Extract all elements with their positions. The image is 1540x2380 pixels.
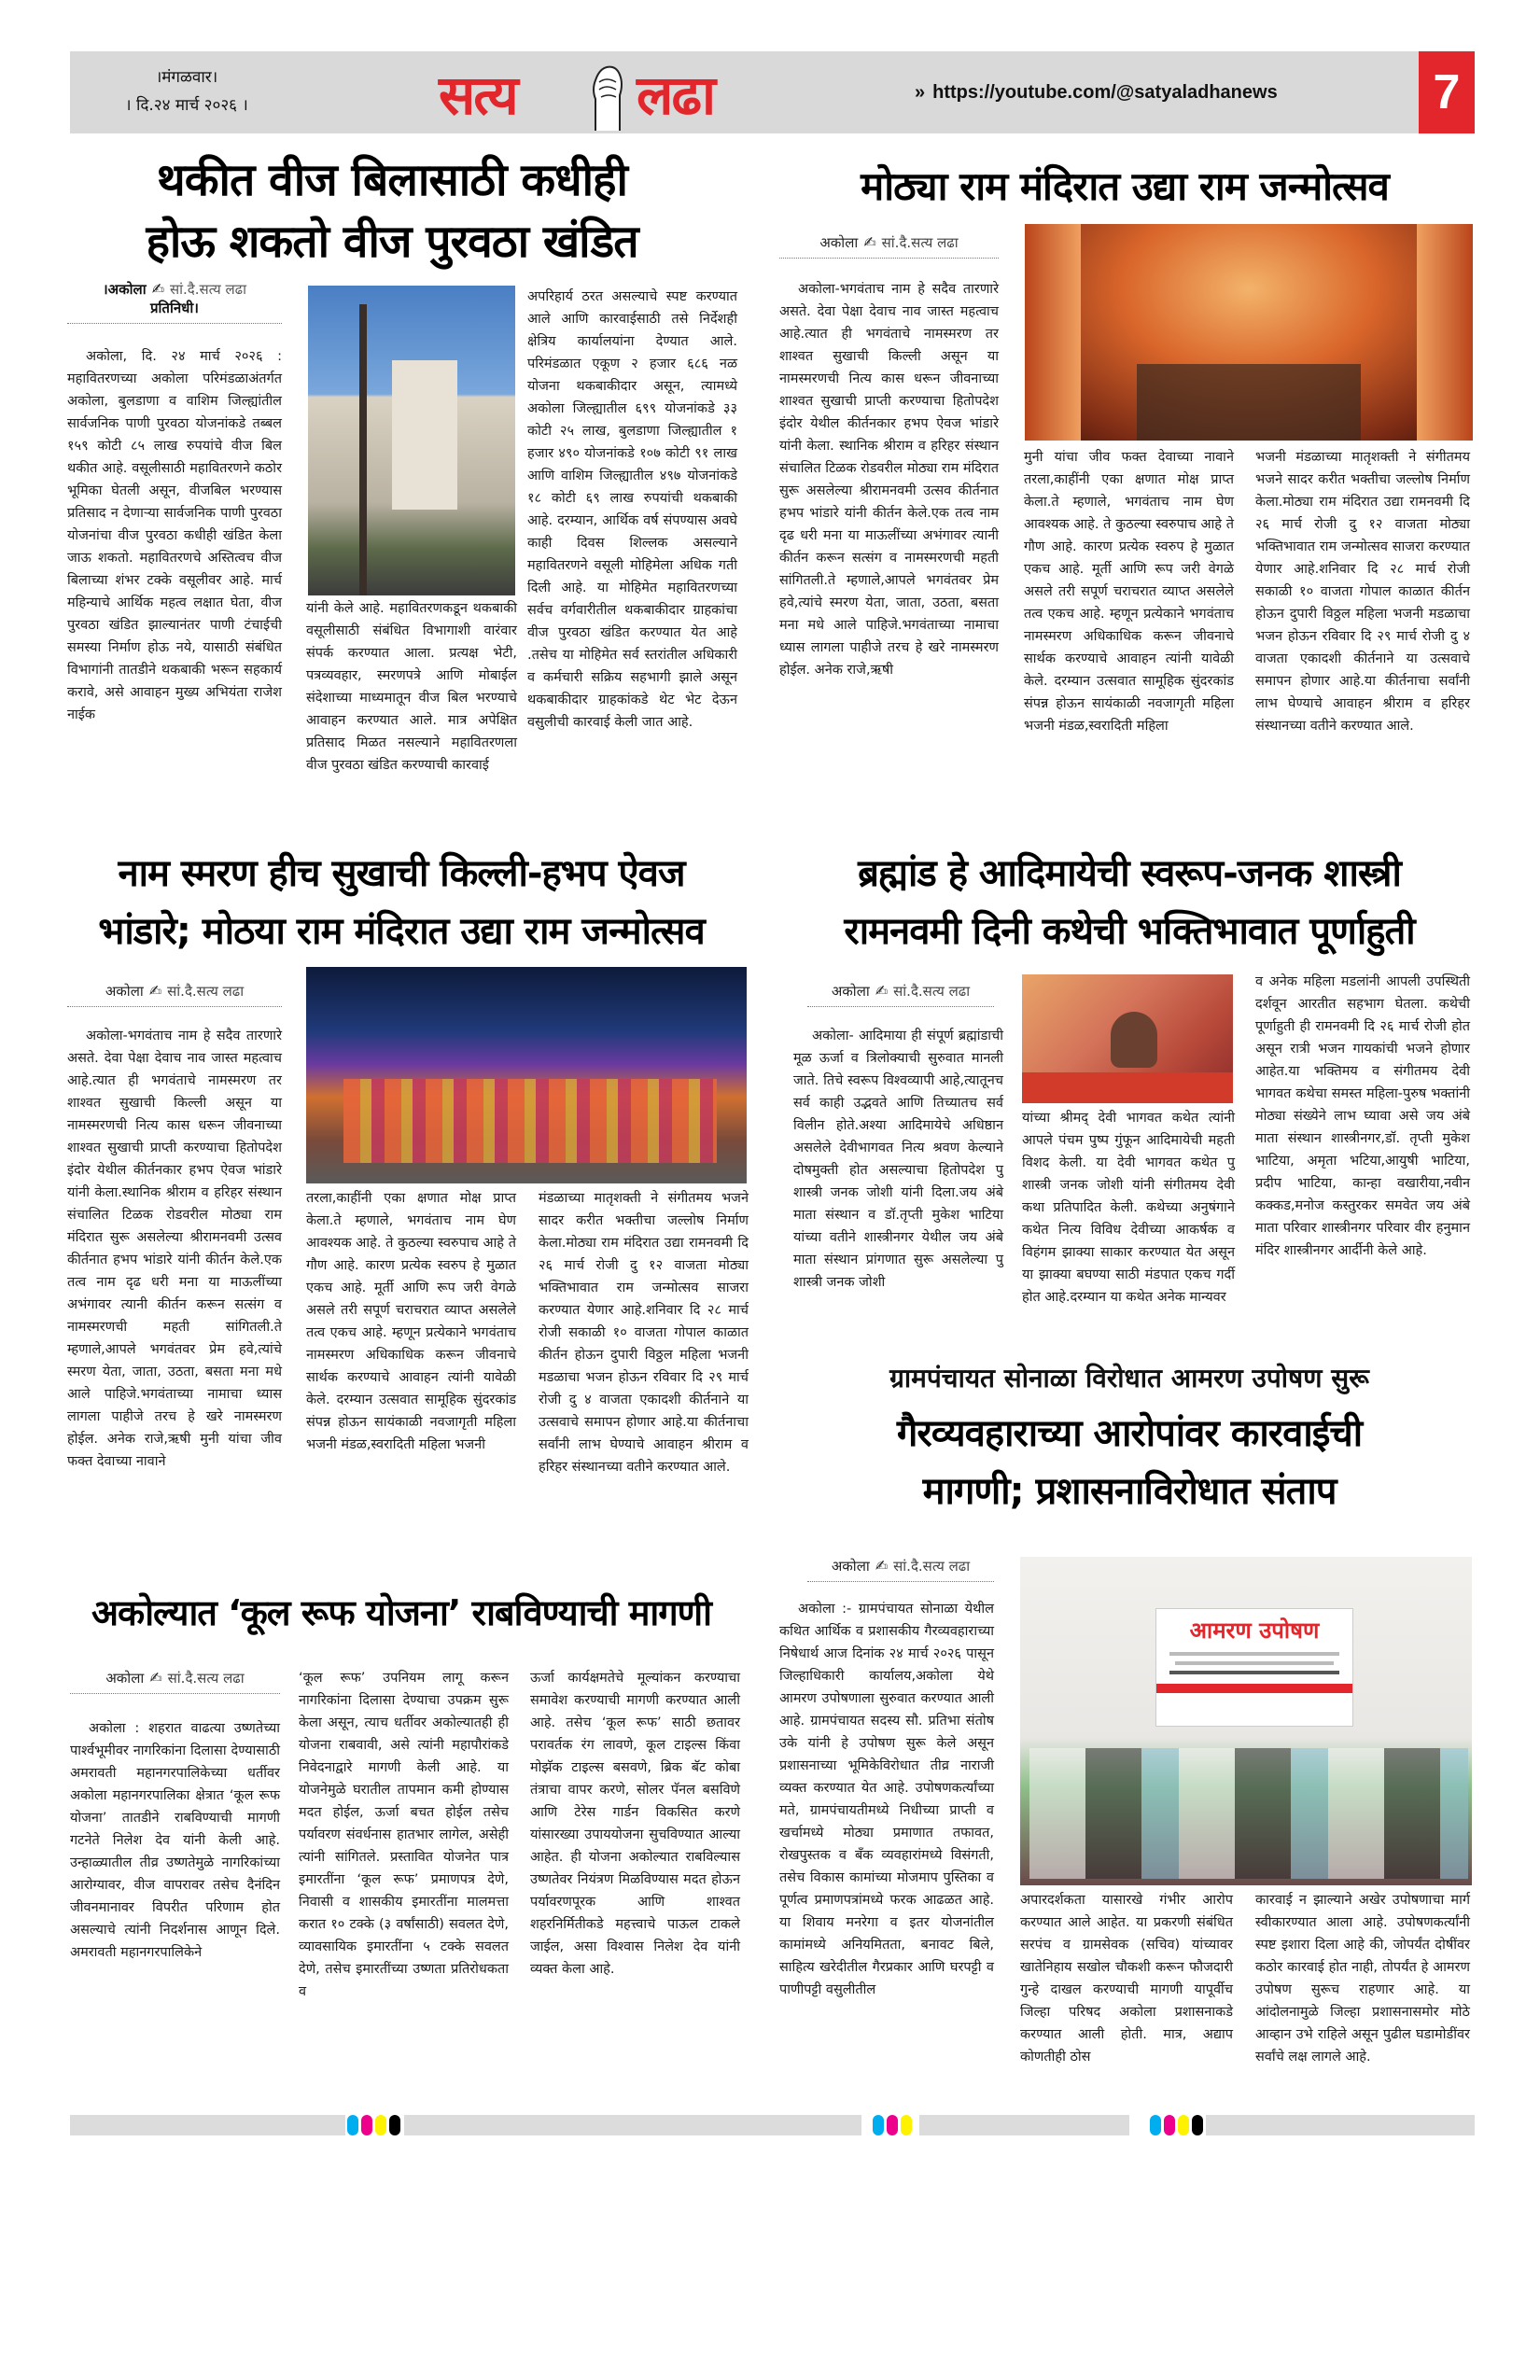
- headline-line: होऊ शकतो वीज पुरवठा खंडित: [146, 216, 638, 268]
- curtain-right: [1417, 224, 1473, 441]
- article-headline: [37, 149, 747, 273]
- yellow-mark: [901, 2115, 912, 2135]
- article-headline: [37, 845, 765, 960]
- footer-bar: [70, 2115, 345, 2135]
- youtube-url: https://youtube.com/@satyaladhanews: [932, 82, 1278, 103]
- article-column: अकोला :- ग्रामपंचायत सोनाळा येथील कथित आर्थिक व प्रशासकीय गैरव्यवहाराच्या निषेधार्थ आज दिनांक २४ मार्च २०२६ पासून जिल्हाधिकारी कार्यालय,अकोला येथे आमरण उपोषणाला सुरुवात करण्यात आली आहे. ग्रामपंचायत सदस्य सौ. प्रतिभा संतोष उके यांनी हे उपोषण सुरू केले असून प्रशासनाच्या भूमिकेविरोधात तीव्र नाराजी व्यक्त करण्यात येत आहे. उपोषणकर्त्यांच्या मते, ग्रामपंचायतीमध्ये निधीच्या प्राप्ती व खर्चामध्ये मोठ्या प्रमाणात तफावत, रोखपुस्तक व बँक व्यवहारांमध्ये विसंगती, तसेच विकास कामांच्या मोजमाप पुस्तिका व पूर्णत्व प्रमाणपत्रांमध्ये फरक आढळत आहे. या शिवाय मनरेगा व इतर योजनांतील कामांमध्ये अनियमितता, बनावट बिले, साहित्य खरेदीतील गैरप्रकार आणि घरपट्टी व पाणीपट्टी वसुलीतील: [779, 1602, 994, 1997]
- headline-line: भांडारे; मोठया राम मंदिरात उद्या राम जन्मोत्सव: [98, 910, 705, 953]
- footer-bar: [1206, 2115, 1475, 2135]
- footer-bar: [919, 2115, 1129, 2135]
- building-shape: [392, 360, 457, 510]
- byline: [67, 982, 282, 1007]
- stage-shape: [1022, 1072, 1233, 1103]
- banner-title: आमरण उपोषण: [1189, 1617, 1320, 1644]
- article-headline: [779, 845, 1479, 960]
- headline-line: नाम स्मरण हीच सुखाची किल्ली-हभप ऐवज: [118, 852, 685, 895]
- headline-line: मागणी; प्रशासनाविरोधात संताप: [922, 1470, 1337, 1513]
- curtain-left: [1025, 224, 1081, 441]
- article-headline: अकोल्यात ‘कूल रूफ योजना’ राबविण्याची मागणी: [91, 1592, 711, 1633]
- pen-icon: ✍: [875, 1557, 889, 1575]
- article-column: ‘कूल रूफ’ उपनियम लागू करून नागरिकांना दिलासा देण्याचा उपक्रम सुरू केला असून, त्याच धर्तीवर अकोल्यातही ही योजना राबवावी, असे त्यांनी महापौरांकडे निवेदनाद्वारे मागणी केली आहे. या योजनेमुळे घरातील तापमान कमी होण्यास मदत होईल, ऊर्जा बचत होईल तसेच पर्यावरण संवर्धनास हातभार लागेल, असेही त्यांनी सांगितले. प्रस्तावित योजनेत पात्र इमारतींना ‘कूल रूफ’ प्रमाणपत्र देणे, निवासी व शासकीय इमारतींना मालमत्ता करात १० टक्के (३ वर्षांसाठी) सवलत देणे, व्यावसायिक इमारतींना ५ टक्के सवलत देणे, तसेच इमारतींच्या उष्णता प्रतिरोधकता व: [299, 1671, 509, 1999]
- pen-icon: ✍: [149, 1669, 162, 1687]
- article-column: मुनी यांचा जीव फक्त देवाच्या नावाने तरला,काहींनी एका क्षणात मोक्ष प्राप्त केला.ते म्हणाले, भगवंताच नाम घेण आवश्यक आहे. ते कुठल्या स्वरुपाच आहे ते गौण आहे. कारण प्रत्येक स्वरुप हे मुळात एकच आहे. मूर्ती आणि रूप जरी वेगळे असले तरी सपूर्ण चराचरात व्याप्त असलेले तत्व एकच आहे. म्हणून प्रत्येकाने भगवंताच नामस्मरण अधिकाधिक करून जीवनाचे सार्थक करण्याचे आवाहन त्यांनी यावेळी केले. दरम्यान उत्सवात सामूहिक सुंदरकांड संपन्न होऊन सायंकाळी नवजागृती महिला भजनी मंडळ,स्वरादिती महिला: [1024, 450, 1234, 734]
- article-column: अकोला-भगवंताच नाम हे सदैव तारणारे असते. देवा पेक्षा देवाच नाव जास्त महत्वाच आहे.त्यात ही भगवंताचे नामस्मरण तर शाश्वत सुखाची किल्ली असून या नामस्मरणची नित्य कास धरून जीवनाच्या शाश्वत सुखाची प्राप्ती करण्याचा हितोपदेश इंदोर येथील कीर्तनकार हभप ऐवज भांडारे यांनी केला.स्थानिक श्रीराम व हरिहर संस्थान संचालित टिळक रोडवरील मोठ्या राम मंदिरात सुरू असलेल्या श्रीरामनवमी उत्सव कीर्तनात हभप भांडारे यांनी कीर्तन केले.एक तत्व नाम दृढ धरी मना या माऊलींच्या अभंगावर त्यानी कीर्तन करून सत्संग व नामस्मरणची महती सांगितली.ते म्हणाले,आपले भगवंतवर प्रेम हवे,त्यांचे स्मरण येता, जाता, उठता, बसता मना मधे आले पाहिजे.भगवंताच्या नामाचा ध्यास लागला पाहीजे तरच हे खरे नामस्मरण होईल. अनेक राजे,ऋषी मुनी यांचा जीव फक्त देवाच्या नावाने: [67, 1029, 282, 1469]
- youtube-link[interactable]: [915, 82, 1278, 104]
- magenta-mark: [361, 2115, 372, 2135]
- article-photo-hunger-strike: [1020, 1557, 1472, 1885]
- article-column: यांच्या श्रीमद् देवी भागवत कथेत त्यांनी आपले पंचम पुष्प गुंफून आदिमायेची महती विशद केली. या देवी भागवत कथेत पु शास्त्री जनक जोशी यांनी संगीतमय देवी कथा प्रतिपादित केली. कथेच्या अनुषंगाने कथेत नित्य विविध देवीच्या आकर्षक व विहंगम झाक्या साकार करण्यात येत असून या झाक्या बघण्या साठी मंडपात एकच गर्दी होत आहे.दरम्यान या कथेत अनेक मान्यवर: [1022, 1111, 1235, 1305]
- byline-paper: सां.दै.सत्य लढा: [893, 1558, 971, 1575]
- article-headline: [779, 1405, 1479, 1520]
- article-kicker: ग्रामपंचायत सोनाळा विरोधात आमरण उपोषण सुरू: [889, 1363, 1369, 1393]
- byline-place: अकोला: [831, 1558, 870, 1575]
- weekday-label: ।मंगळवार।: [155, 68, 218, 87]
- byline-place: अकोला: [105, 983, 144, 1000]
- double-chevron-right-icon: »: [915, 82, 926, 103]
- pole-shape: [359, 304, 367, 595]
- byline-place: अकोला: [819, 234, 859, 251]
- headline-line: रामनवमी दिनी कथेची भक्तिभावात पूर्णाहुती: [844, 910, 1415, 953]
- article-column: तरला,काहींनी एका क्षणात मोक्ष प्राप्त केला.ते म्हणाले, भगवंताच नाम घेण आवश्यक आहे. ते कुठल्या स्वरुपाच आहे ते गौण आहे. कारण प्रत्येक स्वरुप हे मुळात एकच आहे. मूर्ती आणि रूप जरी वेगळे असले तरी सपूर्ण चराचरात व्याप्त असलेले तत्व एकच आहे. म्हणून प्रत्येकाने भगवंताच नामस्मरण अधिकाधिक करून जीवनाचे सार्थक करण्याचे आवाहन त्यांनी यावेळी केले. दरम्यान उत्सवात सामूहिक सुंदरकांड संपन्न होऊन सायंकाळी नवजागृती महिला भजनी मंडळ,स्वरादिती महिला भजनी: [306, 1191, 516, 1452]
- article-column: अकोला- आदिमाया ही संपूर्ण ब्रह्मांडाची मूळ ऊर्जा व त्रिलोक्याची सुरुवात मानली जाते. तिचे स्वरूप विश्वव्यापी आहे,त्यातूनच सर्व काही उद्भवते आणि तिच्यातच सर्व विलीन होते.अश्या आदिमायेचे अधिष्ठान असलेले देवीभागवत नित्य श्रवण केल्याने दोषमुक्ती होत असल्याचा हितोपदेश पु शास्त्री जनक जोशी यांनी दिला.जय अंबे माता संस्थान व डॉ.तृप्ती मुकेश भाटिया यांच्या वतीने शास्त्रीनगर येथील जय अंबे माता संस्थान प्रांगणात सुरू असलेल्या पु शास्त्री जनक जोशी: [793, 1029, 1003, 1290]
- byline: [807, 1557, 994, 1582]
- article-column: अपारदर्शकता यासारखे गंभीर आरोप करण्यात आले आहेत. या प्रकरणी संबंधित सरपंच व ग्रामसेवक (सचिव) यांच्यावर खातेनिहाय सखोल चौकशी करून फौजदारी गुन्हे दाखल करण्याची मागणी यापूर्वीच जिल्हा परिषद अकोला प्रशासनाकडे करण्यात आली होती. मात्र, अद्याप कोणतीही ठोस: [1020, 1893, 1233, 2065]
- article-column: व अनेक महिला मडलांनी आपली उपस्थिती दर्शवून आरतीत सहभाग घेतला. कथेची पूर्णाहुती ही रामनवमी दि २६ मार्च रोजी होत असून रात्री भजन गायकांची भजने होणार आहेत.या भक्तिमय व संगीतमय देवी भागवत कथेचा समस्त महिला-पुरुष भक्तांनी मोठ्या संख्येने लाभ घ्यावा असे जय अंबे माता संस्थान शास्त्रीनगर,डॉ. तृप्ती मुकेश भाटिया, अमृता भटिया,आयुषी भाटिया, प्रदीप भाटिया, कान्हा वखारीया,नवीन कक्कड,मनोज कस्तुरकर समवेत जय अंबे माता परिवार शास्त्रीनगर परिवार वीर हनुमान मंदिर शास्त्रीनगर आर्दीनी केले आहे.: [1255, 974, 1470, 1258]
- people-shape: [1029, 1748, 1468, 1879]
- article-column: ऊर्जा कार्यक्षमतेचे मूल्यांकन करण्याचा समावेश करण्याची मागणी करण्यात आली आहे. तसेच ‘कूल रूफ’ साठी छतावर परावर्तक रंग लावणे, कूल टाइल्स किंवा मोझॅक टाइल्स बसवणे, ब्रिक बॅट कोबा तंत्राचा वापर करणे, सोलर पॅनल बसविणे आणि टेरेस गार्डन विकसित करणे यांसारख्या उपाययोजना सुचविण्यात आल्या आहेत. ही योजना अकोल्यात राबविल्यास उष्णतेवर नियंत्रण मिळविण्यास मदत होऊन पर्यावरणपूरक आणि शाश्वत शहरनिर्मितीकडे महत्त्वाचे पाऊल टाकले जाईल, असा विश्वास निलेश देव यांनी व्यक्त केला आहे.: [530, 1671, 740, 1977]
- black-mark: [389, 2115, 400, 2135]
- headline-line: थकीत वीज बिलासाठी कधीही: [157, 154, 627, 206]
- cyan-mark: [1150, 2115, 1161, 2135]
- byline-place: अकोला: [105, 1670, 145, 1687]
- logo-text-right: लढा: [637, 63, 715, 127]
- byline-paper: सां.दै.सत्य लढा: [167, 1670, 245, 1687]
- audience-shape: [1137, 364, 1361, 441]
- byline-paper: सां.दै.सत्य लढा: [167, 983, 245, 1000]
- pen-icon: ✍: [863, 233, 876, 251]
- article-column: कारवाई न झाल्याने अखेर उपोषणाचा मार्ग स्वीकारण्यात आला आहे. उपोषणकर्त्यांनी स्पष्ट इशारा दिला आहे की, जोपर्यंत दोषींवर कठोर कारवाई होत नाही, तोपर्यंत हे आमरण उपोषण सुरूच राहणार आहे. या आंदोलनामुळे जिल्हा प्रशासनासमोर मोठे आव्हान उभे राहिले असून पुढील घडामोडींवर सर्वांचे लक्ष लागले आहे.: [1255, 1893, 1470, 2065]
- raised-fist-icon: [579, 62, 635, 133]
- protest-banner: [1155, 1608, 1353, 1727]
- article-column: भजनी मंडळाच्या मातृशक्ती ने संगीतमय भजने सादर करीत भक्तीचा जल्लोष निर्माण केला.मोठ्या राम मंदिरात उद्या रामनवमी दि २६ मार्च रोजी दु १२ वाजता मोठ्या भक्तिभावात राम जन्मोत्सव साजरा करण्यात येणार आहे.शनिवार दि २८ मार्च रोजी सकाळी १० वाजता गोपाल काळात कीर्तन होऊन दुपारी विठ्ठल महिला भजनी मडळाचा भजन होऊन रविवार दि २९ मार्च रोजी दु ४ वाजता एकादशी कीर्तनाने या उत्सवाचे समापन होणार आहे.या कीर्तनाचा सर्वांनी लाभ घेण्याचे आवाहन श्रीराम व हरिहर संस्थानच्या वतीने करण्यात आले.: [1255, 450, 1470, 734]
- pen-icon: ✍: [875, 982, 889, 1000]
- article-photo-felicitation: [306, 967, 747, 1183]
- article-column: अकोला-भगवंताच नाम हे सदैव तारणारे असते. देवा पेक्षा देवाच नाव जास्त महत्वाच आहे.त्यात ही भगवंताचे नामस्मरण तर शाश्वत सुखाची किल्ली असून या नामस्मरणची नित्य कास धरून जीवनाच्या शाश्वत सुखाची प्राप्ती करण्याचा हितोपदेश इंदोर येथील कीर्तनकार हभप ऐवज भांडारे यांनी केला. स्थानिक श्रीराम व हरिहर संस्थान संचालित टिळक रोडवरील मोठ्या राम मंदिरात सुरू असलेल्या श्रीरामनवमी उत्सव कीर्तनात हभप भांडारे यांनी कीर्तन केले.एक तत्व नाम दृढ धरी मना या माऊलींच्या अभंगावर त्यानी कीर्तन करून सत्संग व नामस्मरणची महती सांगितली.ते म्हणाले,आपले भगवंतवर प्रेम हवे,त्यांचे स्मरण येता, जाता, उठता, बसता मना मधे आले पाहिजे.भगवंताच्या नामाचा ध्यास लागला पाहीजे तरच हे खरे नामस्मरण होईल. अनेक राजे,ऋषी: [779, 282, 999, 678]
- yellow-mark: [1178, 2115, 1189, 2135]
- registration-marks: [1150, 2115, 1203, 2135]
- headline-line: गैरव्यवहाराच्या आरोपांवर कारवाईची: [896, 1412, 1363, 1455]
- byline: [67, 280, 282, 324]
- pen-icon: ✍: [148, 982, 162, 1000]
- article-photo-electric-pole: [308, 286, 515, 595]
- black-mark: [1192, 2115, 1203, 2135]
- article-column: अकोला : शहरात वाढत्या उष्णतेच्या पार्श्वभूमीवर नागरिकांना दिलासा देण्यासाठी अमरावती महानगरपालिकेच्या धर्तीवर अकोला महानगरपालिका क्षेत्रात ‘कूल रूफ योजना’ तातडीने राबविण्याची मागणी गटनेते निलेश देव यांनी केली आहे. उन्हाळ्यातील तीव्र उष्णतेमुळे नागरिकांच्या आरोग्यावर, वीज वापरावर तसेच दैनंदिन जीवनमानावर विपरीत परिणाम होत असल्याचे त्यांनी निदर्शनास आणून दिले. अमरावती महानगरपालिकेने: [70, 1721, 280, 1960]
- registration-marks: [873, 2115, 912, 2135]
- article-headline: मोठ्या राम मंदिरात उद्या राम जन्मोत्सव: [861, 163, 1389, 209]
- byline-place: अकोला: [831, 983, 870, 1000]
- article-photo-temple-hall: [1025, 224, 1473, 441]
- footer-bar: [404, 2115, 861, 2135]
- magenta-mark: [1164, 2115, 1175, 2135]
- byline-paper: सां.दै.सत्य लढा: [881, 234, 959, 251]
- article-column: अपरिहार्य ठरत असल्याचे स्पष्ट करण्यात आले आणि कारवाईसाठी तसे निर्देशही क्षेत्रिय कार्यालयांना देण्यात आले. परिमंडळात एकूण २ हजार ६८६ नळ योजना थकबाकीदार असून, त्यामध्ये अकोला जिल्ह्यातील ६९९ योजनांकडे ३३ कोटी २५ लाख, बुलडाणा जिल्ह्यातील १ हजार ४९० योजनांकडे १०७ कोटी ९१ लाख आणि वाशिम जिल्ह्यातील ४९७ योजनांकडे १८ कोटी ६९ लाख रुपयांची थकबाकी आहे. दरम्यान, आर्थिक वर्ष संपण्यास अवघे काही दिवस शिल्लक असल्याने महावितरणने वसूली मोहिमेला अधिक गती दिली आहे. या मोहिमेत महावितरणच्या सर्वच वर्गवारीतील थकबाकीदार ग्राहकांचा वीज पुरवठा खंडित करण्यात येत आहे .तसेच या मोहिमेत सर्व स्तरांतील अधिकारी व कर्मचारी सक्रिय सहभागी झाले असून थकबाकीदार ग्राहकांकडे थेट भेट देऊन वसुलीची कारवाई केली जात आहे.: [527, 289, 737, 730]
- cyan-mark: [873, 2115, 884, 2135]
- byline: [779, 233, 999, 259]
- headline-line: ब्रह्मांड हे आदिमायेची स्वरूप-जनक शास्त्री: [858, 852, 1401, 895]
- pen-icon: ✍: [151, 280, 164, 298]
- byline-paper: सां.दै.सत्य लढा: [893, 983, 971, 1000]
- article-column: यांनी केले आहे. महावितरणकडून थकबाकी वसूलीसाठी संबंधित विभागाशी वारंवार संपर्क करण्यात आला. प्रत्यक्ष भेटी, पत्रव्यवहार, स्मरणपत्रे आणि मोबाईल संदेशाच्या माध्यमातून वीज बिल भरण्याचे आवाहन करण्यात आले. मात्र अपेक्षित प्रतिसाद मिळत नसल्याने महावितरणला वीज पुरवठा खंडित करण्याची कारवाई: [306, 601, 517, 773]
- byline-place: ।अकोला: [102, 281, 147, 298]
- page-number: 7: [1419, 51, 1475, 133]
- yellow-mark: [375, 2115, 386, 2135]
- cyan-mark: [347, 2115, 358, 2135]
- byline-paper: सां.दै.सत्य लढा: [170, 281, 246, 298]
- byline: [807, 982, 994, 1007]
- article-column: मंडळाच्या मातृशक्ती ने संगीतमय भजने सादर करीत भक्तीचा जल्लोष निर्माण केला.मोठ्या राम मंदिरात उद्या रामनवमी दि २६ मार्च रोजी दु १२ वाजता मोठ्या भक्तिभावात राम जन्मोत्सव साजरा करण्यात येणार आहे.शनिवार दि २८ मार्च रोजी सकाळी १० वाजता गोपाल काळात कीर्तन होऊन दुपारी विठ्ठल महिला भजनी मडळाचा भजन होऊन रविवार दि २९ मार्च रोजी दु ४ वाजता एकादशी कीर्तनाने या उत्सवाचे समापन होणार आहे.या कीर्तनाचा सर्वांनी लाभ घेण्याचे आवाहन श्रीराम व हरिहर संस्थानच्या वतीने करण्यात आले.: [539, 1191, 749, 1475]
- registration-marks: [347, 2115, 400, 2135]
- date-label: । दि.२४ मार्च २०२६ ।: [125, 96, 248, 115]
- issue-date: [112, 63, 261, 119]
- byline: [70, 1669, 280, 1694]
- byline-role: प्रतिनिधी।: [150, 300, 199, 316]
- magenta-mark: [887, 2115, 898, 2135]
- logo-text-left: सत्य: [439, 63, 517, 127]
- newspaper-logo: [439, 58, 775, 133]
- article-column: अकोला, दि. २४ मार्च २०२६ : महावितरणच्या अकोला परिमंडळाअंतर्गत अकोला, बुलडाणा व वाशिम जिल्ह्यांतील सार्वजनिक पाणी पुरवठा योजनांकडे तब्बल १५९ कोटी ८५ लाख रुपयांचे वीज बिल थकीत आहे. वसूलीसाठी महावितरणने कठोर भूमिका घेतली असून, वीजबिल भरण्यास प्रतिसाद न देणाऱ्या सार्वजनिक पाणी पुरवठा योजनांचा वीज पुरवठा कधीही खंडित केला जाऊ शकतो. महावितरणचे अस्तित्वच वीज बिलाच्या शंभर टक्के वसूलीवर आहे. मार्च महिन्याचे आर्थिक महत्व लक्षात घेता, वीज पुरवठा खंडित झाल्यानंतर पाणी टंचाईची समस्या निर्माण होऊ नये, यासाठी संबंधित विभागांनी तातडीने थकबाकी भरून सहकार्य करावे, असे आवाहन मुख्य अभियंता राजेश नाईक: [67, 349, 282, 722]
- article-photo-kathakar: [1022, 974, 1233, 1103]
- speaker-shape: [1111, 1012, 1157, 1068]
- group-shape: [343, 1079, 717, 1163]
